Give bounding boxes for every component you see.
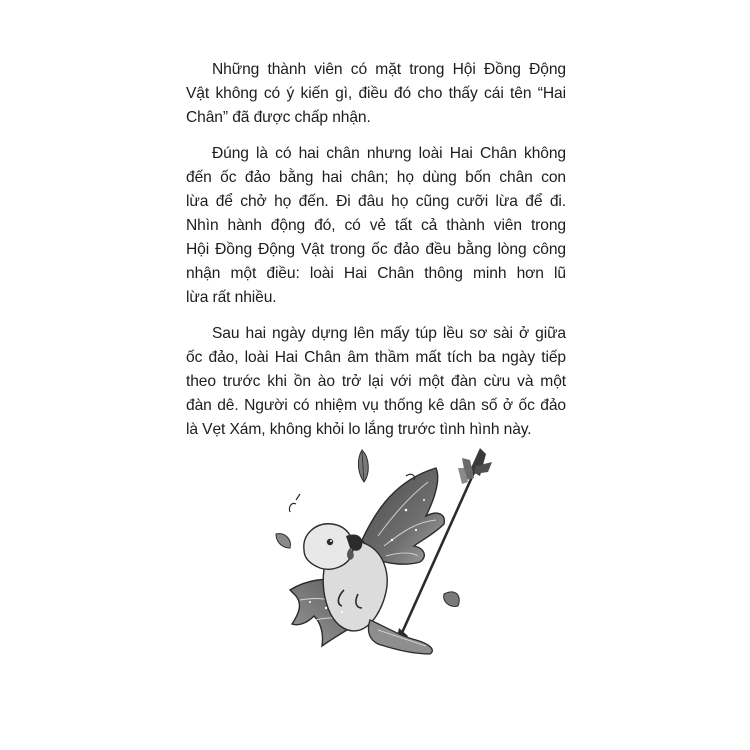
parrot-struck-by-arrow-icon xyxy=(266,440,496,670)
text-line: theo trước khi ồn ào trở lại với một đàn cừu và một xyxy=(186,373,566,390)
feather-icon xyxy=(276,534,290,548)
paragraph-2 xyxy=(186,142,566,310)
feather-icon xyxy=(358,450,368,482)
text-line: Những thành viên có mặt trong Hội Đồng Động xyxy=(212,61,566,78)
feather-icon xyxy=(444,592,460,606)
text-line: Đúng là có hai chân nhưng loài Hai Chân không xyxy=(212,145,566,162)
body-text xyxy=(186,58,566,454)
text-line: lừa để chở họ đến. Đi đâu họ cũng cưỡi lừa để đi. xyxy=(186,193,566,210)
paragraph-3 xyxy=(186,322,566,442)
text-line: Nhìn hành động đó, có vẻ tất cả thành viên trong xyxy=(186,217,566,234)
text-line: là Vẹt Xám, không khỏi lo lắng trước tình hình này. xyxy=(186,421,532,438)
text-line: lừa rất nhiều. xyxy=(186,289,277,306)
text-line: nhận một điều: loài Hai Chân thông minh hơn lũ xyxy=(186,265,566,282)
paragraph-1 xyxy=(186,58,566,130)
text-line: ốc đảo, loài Hai Chân âm thầm mất tích ba ngày tiếp xyxy=(186,349,566,366)
text-line: đến ốc đảo bằng hai chân; họ dùng bốn chân con xyxy=(186,169,566,186)
text-line: Vật không có ý kiến gì, điều đó cho thấy cái tên “Hai xyxy=(186,85,566,102)
text-line: đàn dê. Người có nhiệm vụ thống kê dân số ở ốc đảo xyxy=(186,397,566,414)
text-line: Hội Đồng Động Vật trong ốc đảo đều bằng lòng công xyxy=(186,241,566,258)
text-line: Chân” đã được chấp nhận. xyxy=(186,109,371,126)
text-line: Sau hai ngày dựng lên mấy túp lều sơ sài ở giữa xyxy=(212,325,566,342)
